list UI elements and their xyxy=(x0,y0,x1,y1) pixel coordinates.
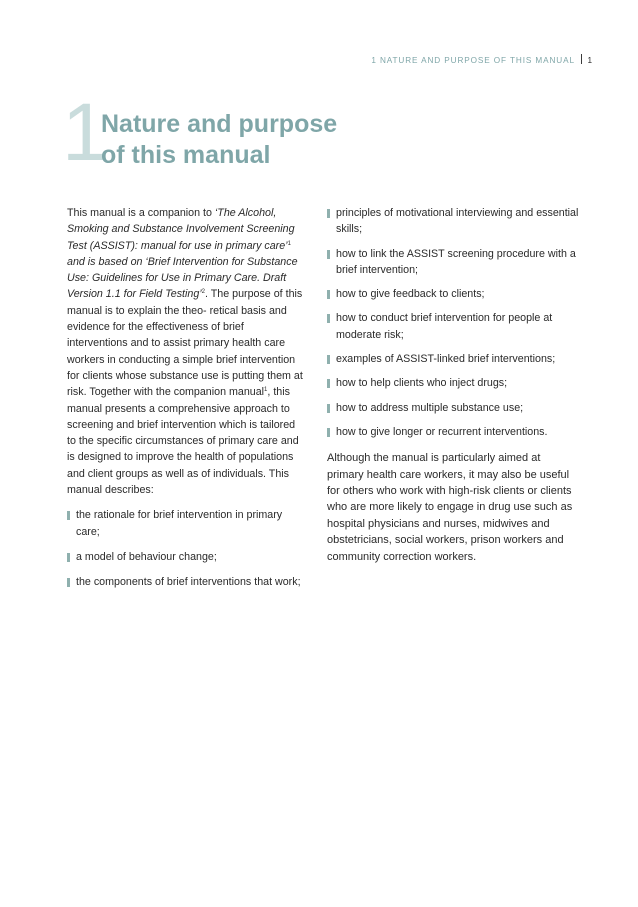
list-item: how to help clients who inject drugs; xyxy=(327,375,579,391)
page-number: 1 xyxy=(587,56,592,65)
list-item: principles of motivational interviewing and essential skills; xyxy=(327,205,579,238)
right-column xyxy=(327,205,579,565)
header-separator xyxy=(581,54,583,64)
chapter-title-line-2: of this manual xyxy=(101,141,271,169)
running-header xyxy=(371,54,592,65)
citation-ref-2: 2 xyxy=(201,289,205,296)
intro-citation-2: and is based on ‘Brief Intervention for Substance Use: Guidelines for Use in Primary Care. Draft Version 1.1 for Field Testing’ xyxy=(67,255,298,301)
chapter-title-line-1: Nature and purpose xyxy=(101,110,338,138)
intro-text-2: . The purpose of this manual is to explain the theo- retical basis and evidence for the effectiveness of brief interventions and to assist primary health care workers in conducting a simple brief intervention for clients whose substance use is putting them at risk. Together with the companion manual xyxy=(67,288,303,399)
running-title: 1 NATURE AND PURPOSE OF THIS MANUAL xyxy=(371,56,575,65)
right-bullet-list xyxy=(327,205,579,440)
citation-ref-1: 1 xyxy=(287,240,291,247)
list-item: examples of ASSIST-linked brief interventions; xyxy=(327,351,579,367)
left-bullet-list xyxy=(67,507,305,590)
intro-text-1: This manual is a companion to xyxy=(67,207,215,219)
list-item: how to address multiple substance use; xyxy=(327,400,579,416)
intro-text-3: , this manual presents a comprehensive approach to screening and brief intervention which is tailored to the specific circumstances of primary care and is designed to improve the health of populations and client groups as well as of individuals. This manual describes: xyxy=(67,386,299,497)
citation-ref-3: 1 xyxy=(264,387,268,394)
chapter-title xyxy=(101,109,337,171)
list-item: a model of behaviour change; xyxy=(67,549,305,565)
list-item: how to give feedback to clients; xyxy=(327,286,579,302)
intro-paragraph xyxy=(67,205,305,498)
left-column xyxy=(67,205,305,600)
list-item: how to link the ASSIST screening procedure with a brief intervention; xyxy=(327,246,579,279)
list-item: how to conduct brief intervention for people at moderate risk; xyxy=(327,310,579,343)
closing-paragraph: Although the manual is particularly aimed at primary health care workers, it may also be useful for others who work with high-risk clients or clients who are more likely to engage in drug use such as hospital physicians and nurses, midwives and obstetricians, social workers, prison workers and community correction workers. xyxy=(327,452,573,563)
list-item: the rationale for brief intervention in primary care; xyxy=(67,507,305,540)
intro-citation-1: ‘The Alcohol, Smoking and Substance Involvement Screening Test (ASSIST): manual for use in primary care’ xyxy=(67,207,295,252)
chapter-number: 1 xyxy=(62,87,108,178)
list-item: the components of brief interventions that work; xyxy=(67,574,305,590)
list-item: how to give longer or recurrent interventions. xyxy=(327,424,579,440)
